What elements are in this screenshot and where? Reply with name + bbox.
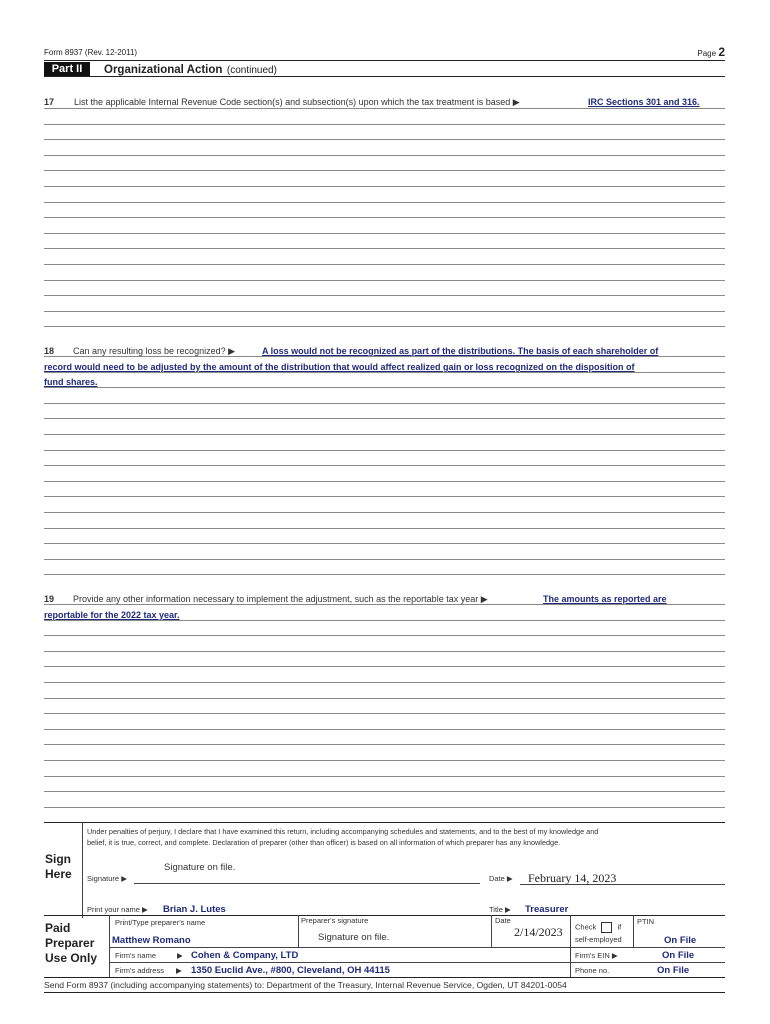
q18-writing-line — [44, 356, 725, 357]
q18-answer-line1[interactable]: A loss would not be recognized as part of the distributions. The basis of each shareholder of — [262, 346, 659, 356]
q19-writing-line — [44, 807, 725, 808]
q19-writing-line — [44, 620, 725, 621]
q17-answer[interactable]: IRC Sections 301 and 316. — [588, 97, 700, 107]
firm-address-label: Firm's address — [115, 966, 164, 975]
q17-writing-line — [44, 217, 725, 218]
q17-writing-line — [44, 311, 725, 312]
q18-answer-line3[interactable]: fund shares. — [44, 377, 98, 387]
q19-writing-line — [44, 729, 725, 730]
print-name-line — [44, 915, 725, 916]
q19-writing-line — [44, 666, 725, 667]
firm-ein-label: Firm's EIN ▶ — [575, 951, 618, 960]
sign-signature-line — [134, 883, 480, 884]
q17-writing-line — [44, 295, 725, 296]
sign-top-rule — [44, 822, 725, 823]
sign-divider — [82, 822, 83, 918]
q19-writing-line — [44, 682, 725, 683]
q19-answer-line2[interactable]: reportable for the 2022 tax year. — [44, 610, 180, 620]
preparer-col-sig — [298, 915, 299, 947]
preparer-divider — [109, 915, 110, 977]
declaration — [87, 826, 727, 848]
preparer-label-line3: Use Only — [45, 951, 98, 965]
q18-writing-line — [44, 481, 725, 482]
page-indicator — [697, 45, 725, 59]
q17-writing-line — [44, 108, 725, 109]
q19-writing-line — [44, 760, 725, 761]
preparer-row1-line — [109, 947, 725, 948]
part-title-suffix: (continued) — [226, 65, 277, 76]
sign-label-line1: Sign — [45, 852, 71, 866]
q19-writing-line — [44, 635, 725, 636]
q19-number: 19 — [44, 594, 55, 604]
q17-writing-line — [44, 280, 725, 281]
declaration-line2: belief, it is true, correct, and complete. Declaration of preparer (other than officer) is based on all information of which preparer has any knowledge. — [87, 838, 561, 847]
q18-writing-line — [44, 403, 725, 404]
q17-writing-line — [44, 326, 725, 327]
page-number: 2 — [718, 45, 725, 59]
q17-writing-line — [44, 155, 725, 156]
preparer-date-value[interactable]: 2/14/2023 — [514, 925, 563, 939]
phone-label: Phone no. — [575, 966, 610, 975]
q17-writing-line — [44, 202, 725, 203]
title-label: Title ▶ — [489, 905, 511, 914]
preparer-name-value[interactable]: Matthew Romano — [112, 935, 191, 946]
q17-writing-line — [44, 248, 725, 249]
title-value[interactable]: Treasurer — [525, 904, 569, 915]
check-label-line1: Check — [575, 922, 597, 932]
check-label — [575, 922, 621, 933]
q19-writing-line — [44, 651, 725, 652]
page-prefix: Page — [697, 49, 717, 58]
preparer-row2-line — [109, 962, 725, 963]
firm-address-value[interactable]: 1350 Euclid Ave., #800, Cleveland, OH 44115 — [191, 965, 390, 976]
preparer-date-label: Date — [495, 916, 511, 925]
q17-writing-line — [44, 124, 725, 125]
phone-value[interactable]: On File — [657, 965, 690, 976]
q17-writing-line — [44, 233, 725, 234]
q17-question: List the applicable Internal Revenue Code section(s) and subsection(s) upon which the tax treatment is based ▶ — [74, 97, 520, 107]
q18-writing-line — [44, 574, 725, 575]
q18-question: Can any resulting loss be recognized? ▶ — [73, 346, 236, 356]
q18-writing-line — [44, 418, 725, 419]
sign-label-line2: Here — [45, 867, 72, 881]
sign-signature-value[interactable]: Signature on file. — [164, 862, 236, 873]
firm-name-value[interactable]: Cohen & Company, LTD — [191, 950, 299, 961]
firm-ein-value[interactable]: On File — [662, 950, 695, 961]
preparer-label-line2: Preparer — [45, 936, 95, 950]
declaration-line1: Under penalties of perjury, I declare that I have examined this return, including accompanying schedules and statements, and to the best of my knowledge and — [87, 827, 599, 836]
part-bar-rule — [44, 76, 725, 77]
q19-writing-line — [44, 604, 725, 605]
q19-writing-line — [44, 776, 725, 777]
q17-writing-line — [44, 264, 725, 265]
q18-writing-line — [44, 512, 725, 513]
firm-address-arrow: ▶ — [176, 966, 182, 975]
q18-writing-line — [44, 543, 725, 544]
preparer-label — [45, 921, 97, 966]
q17-writing-line — [44, 139, 725, 140]
preparer-col-ptin — [633, 915, 634, 947]
q19-answer-line1[interactable]: The amounts as reported are — [543, 594, 667, 604]
form-id: Form 8937 (Rev. 12-2011) — [44, 48, 138, 57]
sign-signature-label: Signature ▶ — [87, 874, 127, 883]
q17-writing-line — [44, 170, 725, 171]
q18-writing-line — [44, 434, 725, 435]
self-employed-checkbox[interactable] — [601, 922, 612, 933]
sign-date-line — [520, 884, 725, 885]
q18-writing-line — [44, 387, 725, 388]
footer-rule — [44, 992, 725, 993]
preparer-bottom-line — [44, 977, 725, 978]
preparer-col-check — [570, 915, 571, 977]
part-label: Part II — [44, 62, 90, 76]
sign-date-label: Date ▶ — [489, 874, 513, 883]
sign-label — [45, 852, 72, 882]
ptin-label: PTIN — [637, 917, 655, 926]
q18-writing-line — [44, 528, 725, 529]
preparer-signature-label: Preparer's signature — [301, 916, 369, 925]
part-title: Organizational Action — [104, 64, 223, 76]
firm-name-arrow: ▶ — [177, 951, 183, 960]
q19-writing-line — [44, 744, 725, 745]
q18-writing-line — [44, 465, 725, 466]
check-label-if: if — [617, 922, 622, 932]
q18-writing-line — [44, 496, 725, 497]
q17-number: 17 — [44, 97, 55, 107]
q19-writing-line — [44, 791, 725, 792]
firm-name-label: Firm's name — [115, 951, 157, 960]
q18-writing-line — [44, 559, 725, 560]
preparer-name-label: Print/Type preparer's name — [115, 918, 206, 927]
q17-writing-line — [44, 186, 725, 187]
check-label-line2: self-employed — [575, 935, 622, 944]
q19-question: Provide any other information necessary to implement the adjustment, such as the reportable tax year ▶ — [73, 594, 488, 604]
print-name-value[interactable]: Brian J. Lutes — [163, 904, 226, 915]
sign-date-value[interactable]: February 14, 2023 — [528, 871, 617, 885]
q18-writing-line — [44, 372, 725, 373]
q18-answer-line2[interactable]: record would need to be adjusted by the amount of the distribution that would affect realized gain or loss recognized on the disposition of — [44, 362, 635, 372]
q18-number: 18 — [44, 346, 55, 356]
print-name-label: Print your name ▶ — [87, 905, 148, 914]
preparer-signature-value[interactable]: Signature on file. — [318, 932, 390, 943]
q19-writing-line — [44, 713, 725, 714]
q18-writing-line — [44, 450, 725, 451]
preparer-label-line1: Paid — [45, 921, 71, 935]
header-rule — [44, 60, 725, 61]
q19-writing-line — [44, 698, 725, 699]
ptin-value[interactable]: On File — [664, 935, 697, 946]
footer-send-text: Send Form 8937 (including accompanying statements) to: Department of the Treasury, Internal Revenue Service, Ogden, UT 84201-0054 — [44, 980, 567, 990]
preparer-col-date — [491, 915, 492, 947]
